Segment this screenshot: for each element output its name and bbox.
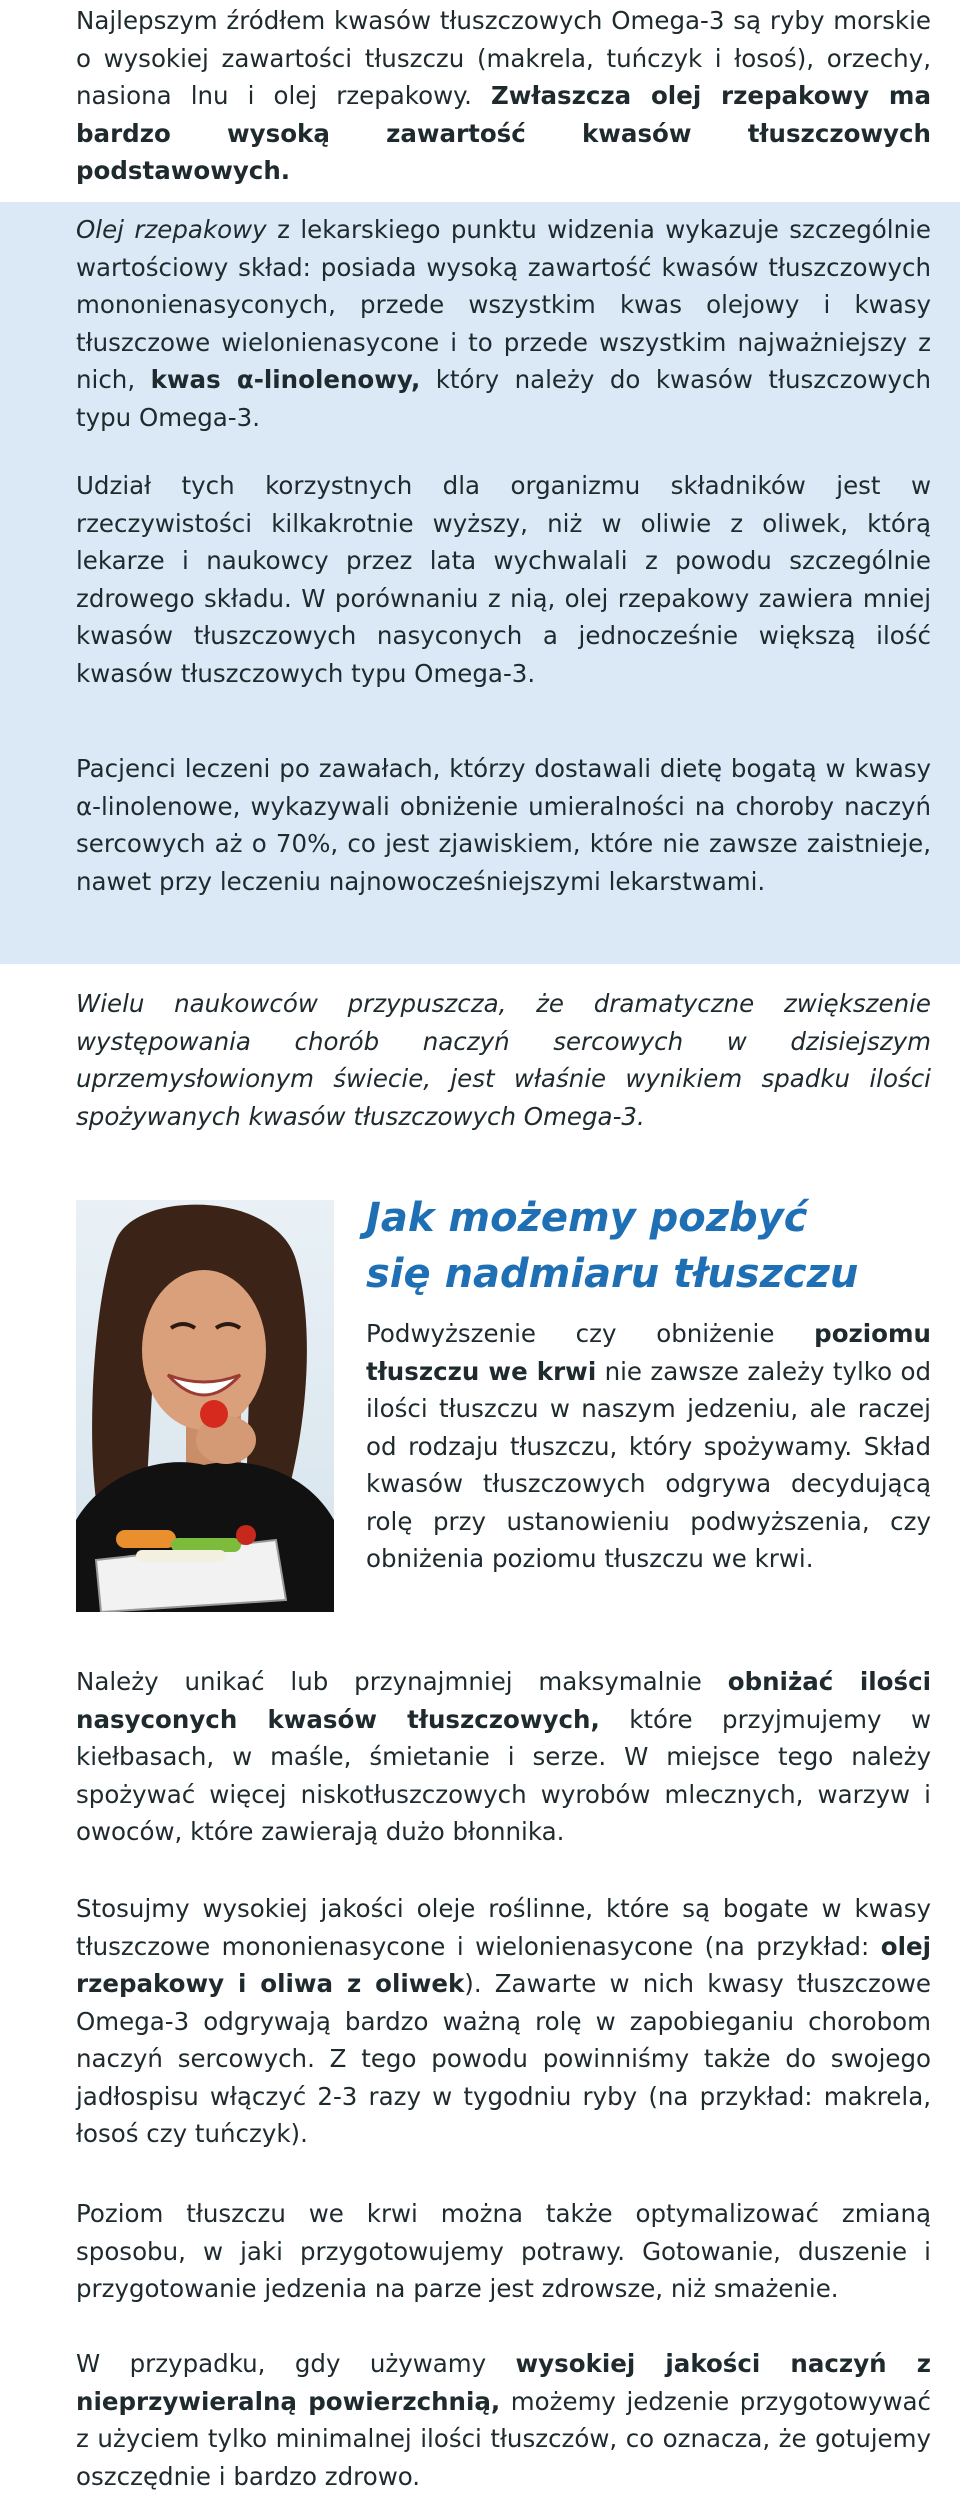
vegetable-oils-text1: Stosujmy wysokiej jakości oleje roślinne, które są bogate w kwasy tłuszczowe mononienasycone i wielonienasycone (na przykład: [76, 1894, 931, 1961]
canola-oil-italic: Olej rzepakowy [76, 215, 267, 244]
blood-fat-paragraph [366, 1315, 931, 1578]
canola-oil-tail: który należy do kwasów tłuszczowych typu Omega-3. [76, 365, 931, 432]
woman-eating-vegetables-photo [76, 1200, 334, 1612]
scientists-quote [76, 985, 931, 1135]
blood-fat-bold: poziomu tłuszczu we krwi [366, 1319, 931, 1386]
cookware-paragraph [76, 2345, 931, 2495]
vegetable-oils-text2: ). Zawarte w nich kwasy tłuszczowe Omega-3 odgrywają bardzo ważną rolę w zapobieganiu chorobom naczyń sercowych. Z tego powodu powinniśmy także do swojego jadłospisu włączyć 2-3 razy w tygodniu ryby (na przykład: makrela, łosoś czy tuńczyk). [76, 1969, 931, 2148]
vegetable-oils-bold: olej rzepakowy i oliwa z oliwek [76, 1931, 931, 1998]
canola-oil-text: z lekarskiego punktu widzenia wykazuje szczególnie wartościowy skład: posiada wysoką zawartość kwasów tłuszczowych mononienasyconych, przede wszystkim kwas olejowy i kwasy tłuszczowe wielonienasycone i to przede wszystkim najważniejszy z nich, [76, 215, 932, 394]
scientists-quote-text: Wielu naukowców przypuszcza, że dramatyczne zwiększenie występowania chorób naczyń sercowych w dzisiejszym uprzemysłowionym świecie, jest właśnie wynikiem spadku ilości spożywanych kwasów tłuszczowych Omega-3. [76, 989, 931, 1131]
patients-paragraph [76, 750, 931, 900]
intro-text: Najlepszym źródłem kwasów tłuszczowych Omega-3 są ryby morskie o wysokiej zawartości tłuszczu (makrela, tuńczyk i łosoś), orzechy, nasiona lnu i olej rzepakowy. [76, 6, 931, 110]
intro-paragraph [76, 2, 931, 190]
saturated-fats-bold: obniżać ilości nasyconych kwasów tłuszczowych, [76, 1667, 931, 1734]
olive-comparison-paragraph [76, 467, 931, 692]
section-heading [366, 1190, 936, 1302]
saturated-fats-paragraph [76, 1663, 931, 1851]
alpha-linolenic-bold: kwas α-linolenowy, [150, 365, 421, 394]
saturated-fats-text1: Należy unikać lub przynajmniej maksymalnie [76, 1667, 728, 1696]
vegetable-oils-paragraph [76, 1890, 931, 2153]
cookware-text2: możemy jedzenie przygotowywać z użyciem tylko minimalnej ilości tłuszczów, co oznacza, że gotujemy oszczędnie i bardzo zdrowo. [76, 2386, 931, 2491]
saturated-fats-text2: które przyjmujemy w kiełbasach, w maśle, śmietanie i serze. W miejsce tego należy spożywać więcej niskotłuszczowych wyrobów mlecznych, warzyw i owoców, które zawierają dużo błonnika. [76, 1704, 931, 1846]
intro-bold-text: Zwłaszcza olej rzepakowy ma bardzo wysoką zawartość kwasów tłuszczowych podstawowych. [76, 81, 931, 185]
blood-fat-text1: Podwyższenie czy obniżenie [366, 1319, 815, 1348]
blood-fat-text2: nie zawsze zależy tylko od ilości tłuszczu w naszym jedzeniu, ale raczej od rodzaju tłuszczu, który spożywamy. Skład kwasów tłuszczowych odgrywa decydującą rolę przy ustanowieniu podwyższenia, czy obniżenia poziomu tłuszczu we krwi. [366, 1356, 932, 1573]
cooking-methods-paragraph [76, 2195, 931, 2308]
canola-oil-paragraph [76, 211, 931, 436]
patients-text: Pacjenci leczeni po zawałach, którzy dostawali dietę bogatą w kwasy α-linolenowe, wykazywali obniżenie umieralności na choroby naczyń sercowych aż o 70%, co jest zjawiskiem, które nie zawsze zaistnieje, nawet przy leczeniu najnowocześniejszymi lekarstwami. [76, 754, 931, 896]
cookware-bold: wysokiej jakości naczyń z nieprzywieralną powierzchnią, [76, 2349, 931, 2416]
olive-comparison-text: Udział tych korzystnych dla organizmu składników jest w rzeczywistości kilkakrotnie wyższy, niż w oliwie z oliwek, którą lekarze i naukowcy przez lata wychwalali z powodu szczególnie zdrowego składu. W porównaniu z nią, olej rzepakowy zawiera mniej kwasów tłuszczowych nasyconych a jednocześnie większą ilość kwasów tłuszczowych typu Omega-3. [76, 471, 931, 688]
section-heading-line1: Jak możemy pozbyć [366, 1195, 808, 1241]
cookware-text1: W przypadku, gdy używamy [76, 2349, 516, 2378]
section-heading-line2: się nadmiaru tłuszczu [366, 1251, 859, 1297]
cooking-methods-text: Poziom tłuszczu we krwi można także optymalizować zmianą sposobu, w jaki przygotowujemy potrawy. Gotowanie, duszenie i przygotowanie jedzenia na parze jest zdrowsze, niż smażenie. [76, 2199, 931, 2303]
